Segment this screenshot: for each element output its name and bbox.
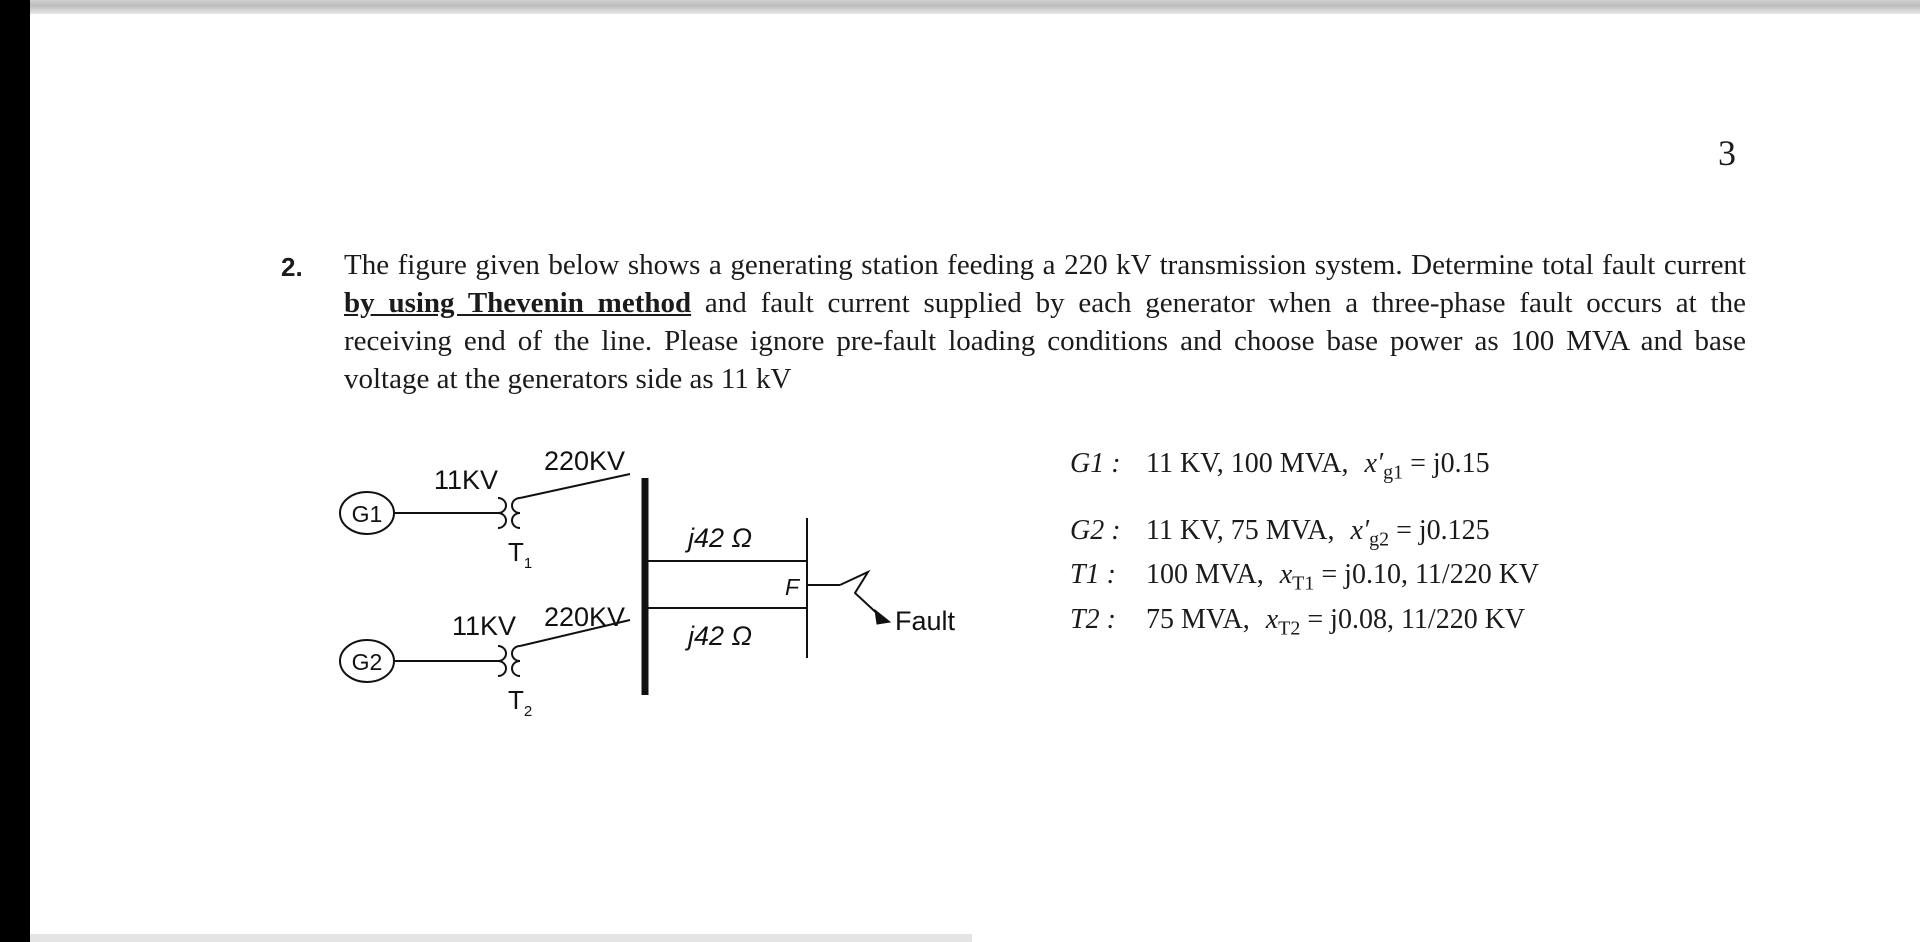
generator-g1-label: G1 <box>351 501 383 527</box>
transformer-t1-icon <box>498 498 520 528</box>
fault-point-label: F <box>785 574 800 600</box>
line1-impedance: j42 Ω <box>688 523 753 553</box>
left-border <box>0 0 30 942</box>
fault-label: Fault <box>895 606 956 636</box>
question-text <box>344 246 1746 398</box>
t1-hv-label: 220KV <box>544 446 626 476</box>
spec-g1: G1 : 11 KV, 100 MVA, $x'_{g1} = j0.15$ <box>1070 448 1490 484</box>
component-specs <box>1070 446 1539 646</box>
spec-t1: T1 : 100 MVA, $x_{T1} = j0.10$, 11/220 KV <box>1070 559 1540 595</box>
t1-label: $T_1$ <box>508 537 533 572</box>
t2-hv-label: 220KV <box>544 602 626 632</box>
page-number: 3 <box>1718 133 1736 173</box>
question-number: 2. <box>281 252 303 282</box>
line2-impedance: j42 Ω <box>688 621 753 651</box>
t2-label: $T_2$ <box>508 685 533 720</box>
top-border <box>30 0 1920 14</box>
t2-lv-label: 11KV <box>452 611 517 641</box>
bottom-border <box>30 934 972 942</box>
generator-g2-label: G2 <box>351 649 383 675</box>
transformer-t2-icon <box>498 646 520 676</box>
question-text-part1: The figure given below shows a generating station feeding a 220 kV transmission system. Determine total fault current <box>344 249 1746 281</box>
question-text-part2: and fault current supplied by each generator when a three-phase fault occurs at the receiving end of the line. Please ignore pre-fault loading conditions and choose base power as 100 MVA and base voltage at the generators side as 11 kV <box>344 287 1746 395</box>
question-emphasis: by using Thevenin method <box>344 287 692 319</box>
t1-lv-label: 11KV <box>434 465 499 495</box>
spec-t2: T2 : 75 MVA, $x_{T2} = j0.08$, 11/220 KV <box>1070 603 1526 640</box>
single-line-diagram <box>330 440 970 730</box>
spec-g2: G2 : 11 KV, 75 MVA, $x'_{g2} = j0.125$ <box>1070 514 1490 551</box>
